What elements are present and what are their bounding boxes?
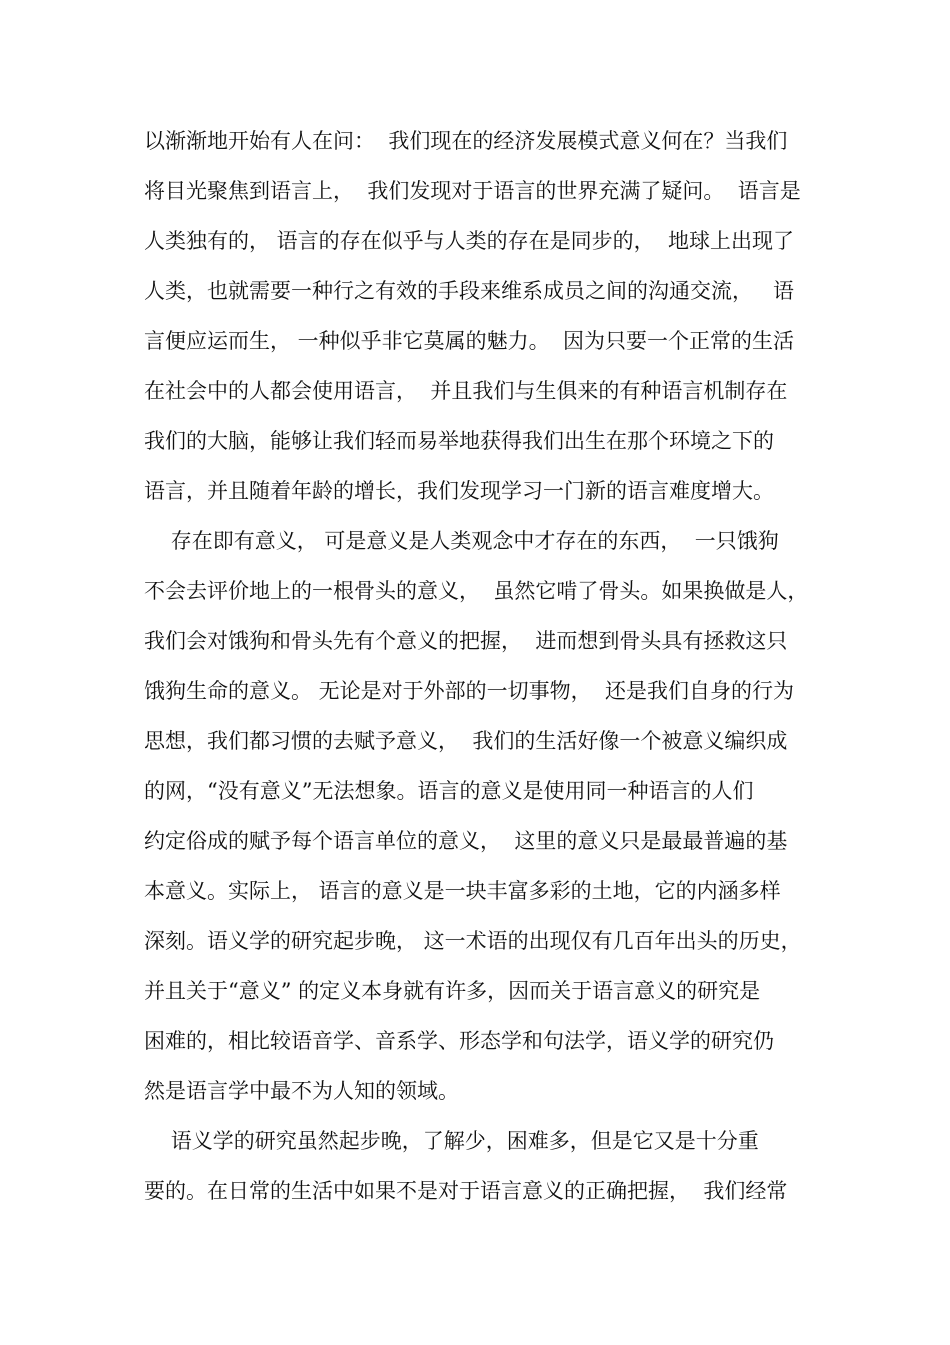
text-line-20: 然是语言学中最不为人知的领域。: [144, 1079, 459, 1103]
text-line-16: 本意义。实际上， 语言的意义是一块丰富多彩的土地，它的内涵多样: [144, 879, 781, 903]
text-line-18: 并且关于“意义” 的定义本身就有许多，因而关于语言意义的研究是: [144, 979, 761, 1003]
text-line-7: 我们的大脑，能够让我们轻而易举地获得我们出生在那个环境之下的: [144, 429, 774, 453]
text-line-11: 我们会对饿狗和骨头先有个意义的把握， 进而想到骨头具有拯救这只: [144, 629, 788, 653]
text-line-12: 饿狗生命的意义。 无论是对于外部的一切事物， 还是我们自身的行为: [144, 679, 795, 703]
text-line-8: 语言，并且随着年龄的增长，我们发现学习一门新的语言难度增大。: [144, 479, 774, 503]
text-line-3: 人类独有的， 语言的存在似乎与人类的存在是同步的， 地球上出现了: [144, 229, 795, 253]
text-line-6: 在社会中的人都会使用语言， 并且我们与生俱来的有种语言机制存在: [144, 379, 788, 403]
text-line-4: 人类，也就需要一种行之有效的手段来维系成员之间的沟通交流， 语: [144, 279, 795, 303]
text-line-17: 深刻。语义学的研究起步晚， 这一术语的出现仅有几百年出头的历史，: [144, 929, 802, 953]
text-line-21: 语义学的研究虽然起步晚，了解少，困难多，但是它又是十分重: [144, 1129, 759, 1153]
text-line-19: 困难的，相比较语音学、音系学、形态学和句法学，语义学的研究仍: [144, 1029, 774, 1053]
text-line-15: 约定俗成的赋予每个语言单位的意义， 这里的意义只是最最普遍的基: [144, 829, 788, 853]
text-line-22: 要的。在日常的生活中如果不是对于语言意义的正确把握， 我们经常: [144, 1179, 788, 1203]
text-line-1: 以渐渐地开始有人在问： 我们现在的经济发展模式意义何在？当我们: [144, 129, 788, 153]
text-line-2: 将目光聚焦到语言上， 我们发现对于语言的世界充满了疑问。 语言是: [144, 179, 801, 203]
text-line-13: 思想，我们都习惯的去赋予意义， 我们的生活好像一个被意义编织成: [144, 729, 788, 753]
text-line-5: 言便应运而生， 一种似乎非它莫属的魅力。 因为只要一个正常的生活: [144, 329, 795, 353]
text-line-14: 的网，“没有意义”无法想象。语言的意义是使用同一种语言的人们: [144, 779, 754, 803]
text-line-9: 存在即有意义， 可是意义是人类观念中才存在的东西， 一只饿狗: [144, 529, 779, 553]
text-line-10: 不会去评价地上的一根骨头的意义， 虽然它啃了骨头。如果换做是人，: [144, 579, 809, 603]
